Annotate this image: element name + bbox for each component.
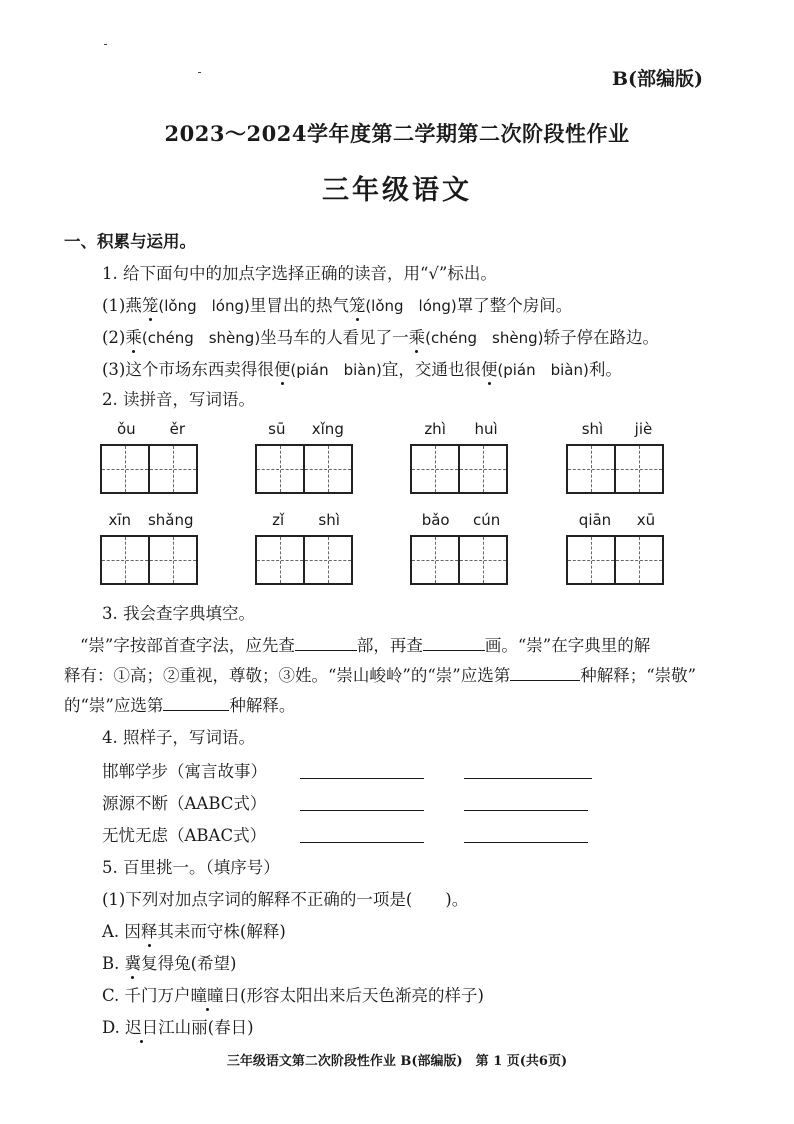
q3-prompt: 3. 我会查字典填空。 xyxy=(102,604,255,623)
pinyin-syllable: xǐng xyxy=(311,420,344,438)
scan-speck xyxy=(198,72,201,73)
pinyin-syllable: shǎng xyxy=(147,511,194,529)
q1-prompt: 1. 给下面句中的加点字选择正确的读音，用“√”标出。 xyxy=(102,264,497,283)
exam-title: 2023～2024学年度第二学期第二次阶段性作业 xyxy=(164,121,630,146)
fill-blank[interactable] xyxy=(295,635,357,651)
answer-line[interactable] xyxy=(464,778,592,779)
text: 坐马车的人看见了一 xyxy=(260,328,409,347)
text: C. 千门万户 xyxy=(102,986,191,1005)
pinyin-label xyxy=(255,420,357,438)
text: 日(形容太阳出来后天色渐亮的样子) xyxy=(223,986,484,1005)
text: 种解释；“崇敬” xyxy=(580,666,697,685)
scan-speck xyxy=(104,44,107,45)
dotted-char: 乘 xyxy=(409,324,426,348)
dotted-char: 便 xyxy=(274,356,291,380)
dotted-char: 冀 xyxy=(125,950,142,974)
option-a[interactable] xyxy=(102,918,286,942)
q5-prompt: 5. 百里挑一。（填序号） xyxy=(102,858,280,877)
q4-prompt: 4. 照样子，写词语。 xyxy=(102,728,255,747)
writing-box[interactable] xyxy=(100,535,150,585)
dotted-char: 迟日 xyxy=(125,1014,158,1038)
pinyin-choice[interactable]: (lǒng lóng) xyxy=(158,297,250,315)
q5-sub-question: (1)下列对加点字词的解释不正确的一项是( )。 xyxy=(102,890,469,909)
pinyin-syllable: ěr xyxy=(169,420,186,438)
text: (1)燕 xyxy=(102,296,142,315)
answer-line[interactable] xyxy=(464,810,588,811)
q4-pattern-aabc: 源源不断（AABC式） xyxy=(102,794,267,813)
q1-sentence-3 xyxy=(102,356,622,380)
text: B. xyxy=(102,954,125,973)
answer-line[interactable] xyxy=(300,810,424,811)
text: A. 因 xyxy=(102,922,141,941)
text: (2) xyxy=(102,328,126,347)
pinyin-syllable: xū xyxy=(636,511,656,529)
q2-prompt: 2. 读拼音，写词语。 xyxy=(102,390,255,409)
dotted-char: 便 xyxy=(481,356,498,380)
writing-box[interactable] xyxy=(410,444,460,494)
writing-box[interactable] xyxy=(614,535,664,585)
pinyin-choice[interactable]: (pián biàn) xyxy=(497,361,589,379)
section-title: 一、积累与运用。 xyxy=(64,232,196,251)
edition-label: B(部编版) xyxy=(612,68,704,90)
pinyin-label xyxy=(410,511,512,529)
pinyin-label xyxy=(100,511,202,529)
pinyin-syllable: ǒu xyxy=(116,420,136,438)
text: 画。“崇”在字典里的解 xyxy=(484,636,651,655)
subject-title: 三年级语文 xyxy=(322,175,472,206)
writing-box[interactable] xyxy=(148,444,198,494)
writing-box[interactable] xyxy=(458,444,508,494)
text: 里冒出的热气 xyxy=(249,296,349,315)
q4-pattern-abac: 无忧无虑（ABAC式） xyxy=(102,826,267,845)
pinyin-label xyxy=(100,420,202,438)
pinyin-choice[interactable]: (lǒng lóng) xyxy=(365,297,457,315)
pinyin-label xyxy=(255,511,357,529)
answer-line[interactable] xyxy=(300,778,424,779)
pinyin-syllable: shì xyxy=(318,511,340,529)
q4-example: 邯郸学步（寓言故事） xyxy=(102,762,267,781)
writing-box[interactable] xyxy=(566,535,616,585)
text: 复得兔(希望) xyxy=(141,954,237,973)
text: 利。 xyxy=(588,360,622,379)
pinyin-syllable: cún xyxy=(473,511,501,529)
text: 宜，交通也很 xyxy=(381,360,481,379)
dotted-char: 笼 xyxy=(142,292,159,316)
writing-box[interactable] xyxy=(255,535,305,585)
pinyin-syllable: zhì xyxy=(424,420,446,438)
pinyin-choice[interactable]: (chéng shèng) xyxy=(141,329,261,347)
dotted-char: 曈曈 xyxy=(191,982,224,1006)
page-footer: 三年级语文第二次阶段性作业 B(部编版) 第 1 页(共6页) xyxy=(226,1054,568,1069)
pinyin-choice[interactable]: (chéng shèng) xyxy=(425,329,544,347)
pinyin-label xyxy=(566,511,668,529)
option-b[interactable] xyxy=(102,950,237,974)
pinyin-syllable: jiè xyxy=(634,420,653,438)
pinyin-syllable: qiān xyxy=(578,511,612,529)
text: 的“崇”应选第 xyxy=(64,696,164,715)
text: “崇”字按部首查字法，应先查 xyxy=(80,636,295,655)
fill-blank[interactable] xyxy=(423,635,485,651)
dotted-char: 笼 xyxy=(349,292,366,316)
q3-line-1 xyxy=(80,632,650,656)
writing-box[interactable] xyxy=(458,535,508,585)
dotted-char: 乘 xyxy=(125,324,142,348)
pinyin-syllable: shì xyxy=(581,420,604,438)
pinyin-label xyxy=(566,420,668,438)
writing-box[interactable] xyxy=(410,535,460,585)
pinyin-choice[interactable]: (pián biàn) xyxy=(290,361,382,379)
text: (3)这个市场东西卖得很 xyxy=(102,360,274,379)
writing-box[interactable] xyxy=(148,535,198,585)
text: 种解释。 xyxy=(229,696,296,715)
writing-box[interactable] xyxy=(303,535,353,585)
writing-box[interactable] xyxy=(255,444,305,494)
writing-box[interactable] xyxy=(100,444,150,494)
fill-blank[interactable] xyxy=(510,665,580,681)
text: 其耒而守株(解释) xyxy=(157,922,286,941)
pinyin-syllable: sū xyxy=(268,420,286,438)
writing-box[interactable] xyxy=(566,444,616,494)
answer-line[interactable] xyxy=(464,842,588,843)
text: 释有：①高；②重视，尊敬；③姓。“崇山峻岭”的“崇”应选第 xyxy=(64,666,511,685)
text: 江山丽(春日) xyxy=(158,1018,254,1037)
q1-sentence-1 xyxy=(102,292,572,316)
option-d[interactable] xyxy=(102,1014,254,1038)
text: D. xyxy=(102,1018,126,1037)
q1-sentence-2 xyxy=(102,324,659,348)
writing-box[interactable] xyxy=(303,444,353,494)
q3-line-2 xyxy=(64,662,696,686)
writing-box[interactable] xyxy=(614,444,664,494)
pinyin-syllable: xīn xyxy=(108,511,132,529)
text: 轿子停在路边。 xyxy=(543,328,659,347)
pinyin-syllable: bǎo xyxy=(421,511,450,529)
text: 罩了整个房间。 xyxy=(456,296,573,315)
text: 部，再查 xyxy=(356,636,423,655)
answer-line[interactable] xyxy=(300,842,424,843)
pinyin-syllable: zǐ xyxy=(272,511,285,529)
dotted-char: 释 xyxy=(141,918,158,942)
option-c[interactable] xyxy=(102,982,484,1006)
pinyin-label xyxy=(410,420,512,438)
pinyin-syllable: huì xyxy=(474,420,498,438)
q3-line-3 xyxy=(64,692,295,716)
fill-blank[interactable] xyxy=(163,695,229,711)
